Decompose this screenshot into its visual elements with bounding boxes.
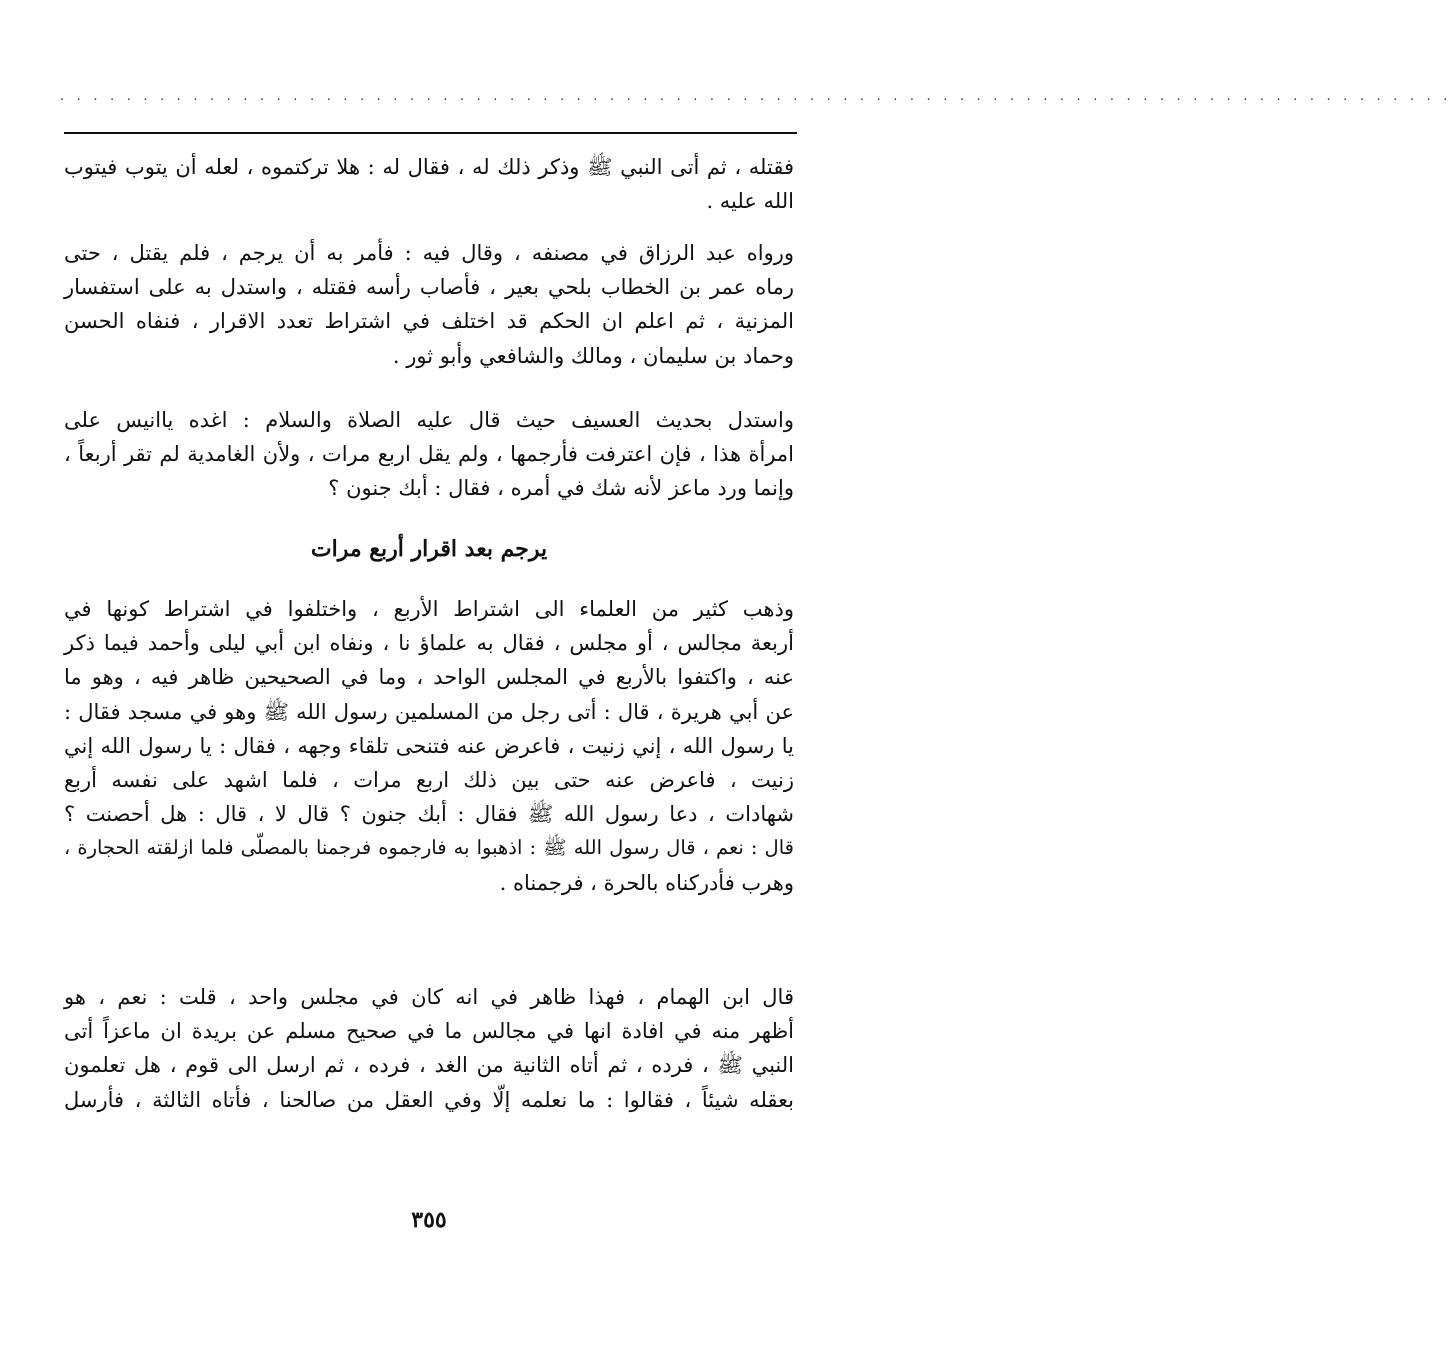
- text-line: واستدل بحديث العسيف حيث قال عليه الصلاة والسلام : اغده ياانيس على: [64, 408, 794, 432]
- paragraph-4: [64, 592, 794, 900]
- text-line: بعقله شيئاً ، فقالوا : ما نعلمه إلّا وفي العقل من صالحنا ، فأتاه الثالثة ، فأرسل: [64, 1087, 794, 1112]
- header-rule: [64, 132, 797, 134]
- text-line: النبي ﷺ ، فرده ، ثم أتاه الثانية من الغد ، فرده ، ثم ارسل الى قوم ، هل تعلمون: [64, 1053, 794, 1078]
- text-line: قال ابن الهمام ، فهذا ظاهر في انه كان في مجلس واحد ، قلت : نعم ، هو: [64, 985, 794, 1009]
- text-line: يا رسول الله ، إني زنيت ، فاعرض عنه فتنحى تلقاء وجهه ، فقال : يا رسول الله إني: [64, 733, 794, 758]
- text-line: زنيت ، فاعرض عنه حتى بين ذلك اربع مرات ، فلما اشهد على نفسه أربع: [64, 767, 794, 792]
- paragraph-2: [64, 236, 794, 373]
- text-line: رماه عمر بن الخطاب بلحي بعير ، فأصاب رأسه فقتله ، واستدل به على استفسار: [64, 275, 794, 300]
- text-line: عنه ، واكتفوا بالأربع في المجلس الواحد ، وما في الصحيحين ظاهر فيه ، وهو ما: [64, 665, 794, 690]
- text-line: شهادات ، دعا رسول الله ﷺ فقال : أبك جنون ؟ قال لا ، قال : هل أحصنت ؟: [64, 802, 794, 827]
- dotted-header-line: . . . . . . . . . . . . . . . . . . . . . . . . . . . . . . . . . . . . . . . . . . . . . . . . . . . . . . . . . . . . . . . . . . . . . . . . . . . . . . . . . . . .: [60, 89, 1452, 104]
- paragraph-3: [64, 403, 794, 506]
- paragraph-1: [64, 150, 794, 218]
- text-line: أظهر منه في افادة انها في مجالس ما في صحيح مسلم عن بريدة ان ماعزاً أتى: [64, 1019, 794, 1044]
- text-line: ورواه عبد الرزاق في مصنفه ، وقال فيه : فأمر به أن يرجم ، فلم يقتل ، حتى: [64, 241, 794, 265]
- text-line: امرأة هذا ، فإن اعترفت فأرجمها ، ولم يقل اربع مرات ، ولأن الغامدية لم تقر أربعاً ،: [64, 442, 794, 467]
- page-number: ٣٥٥: [411, 1207, 447, 1233]
- text-line: المزنية ، ثم اعلم ان الحكم قد اختلف في اشتراط تعدد الاقرار ، فنفاه الحسن: [64, 309, 794, 334]
- text-line: أربعة مجالس ، أو مجلس ، فقال به علماؤ نا ، ونفاه ابن أبي ليلى وأحمد فيما ذكر: [64, 631, 794, 656]
- text-line: فقتله ، ثم أتى النبي ﷺ وذكر ذلك له ، فقال له : هلا تركتموه ، لعله أن يتوب فيتوب: [64, 155, 794, 179]
- text-line: الله عليه .: [706, 189, 794, 214]
- text-line: وإنما ورد ماعز لأنه شك في أمره ، فقال : أبك جنون ؟: [328, 476, 794, 501]
- text-line: وذهب كثير من العلماء الى اشتراط الأربع ، واختلفوا في اشتراط كونها في: [64, 597, 794, 621]
- paragraph-5: [64, 980, 794, 1117]
- text-line: وحماد بن سليمان ، ومالك والشافعي وأبو ثور .: [392, 343, 794, 368]
- text-line: وهرب فأدركناه بالحرة ، فرجمناه .: [499, 870, 794, 895]
- text-line: قال : نعم ، قال رسول الله ﷺ : اذهبوا به فارجموه فرجمنا بالمصلّى فلما ازلقته الحجارة ،: [64, 836, 794, 860]
- section-heading: يرجم بعد اقرار أربع مرات: [310, 536, 548, 562]
- text-line: عن أبي هريرة ، قال : أتى رجل من المسلمين رسول الله ﷺ وهو في مسجد فقال :: [64, 699, 794, 724]
